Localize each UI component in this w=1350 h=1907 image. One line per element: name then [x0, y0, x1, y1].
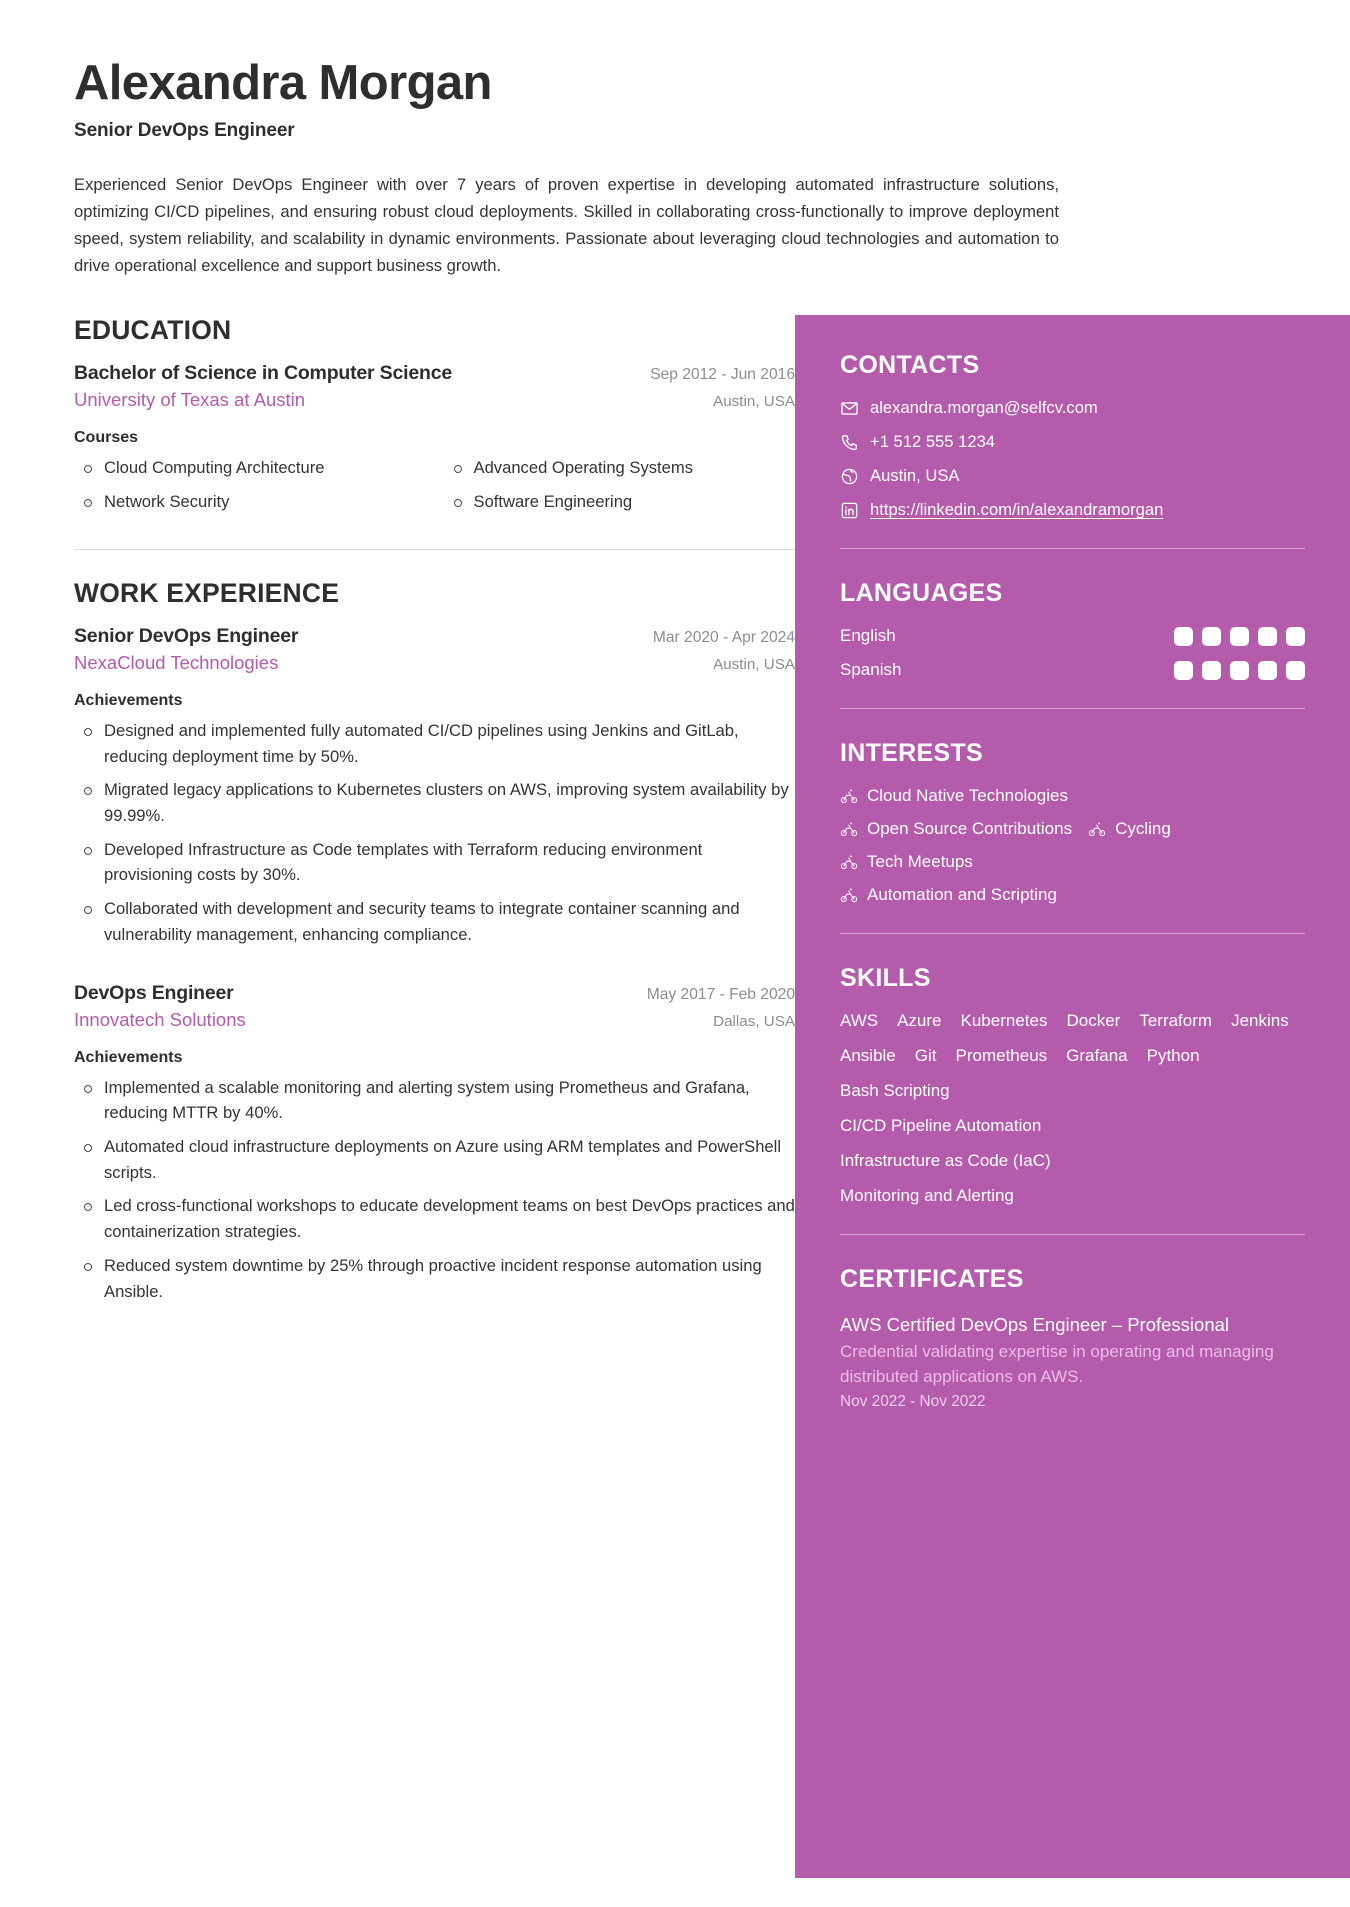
skill-tag: Azure [897, 1011, 942, 1031]
bicycle-icon [840, 787, 858, 805]
skills-section-title: SKILLS [840, 964, 931, 993]
skill-tag: Prometheus [955, 1046, 1048, 1066]
achievements-label: Achievements [74, 691, 183, 709]
skill-tag: AWS [840, 1011, 879, 1031]
work-entry-sub [74, 652, 795, 674]
contact-email-value: alexandra.morgan@selfcv.com [870, 398, 1098, 418]
main-column [0, 315, 795, 1312]
skills-section [840, 964, 1305, 1206]
list-item: Implemented a scalable monitoring and alerting system using Prometheus and Grafana, reducing MTTR by 40%. [74, 1075, 795, 1126]
contact-location [840, 466, 1305, 486]
work-section-title: WORK EXPERIENCE [74, 577, 340, 608]
education-date: Sep 2012 - Jun 2016 [650, 366, 795, 384]
certificate-description: Credential validating expertise in operating and managing distributed applications on AWS. [840, 1342, 1274, 1386]
skill-tag: Bash Scripting [840, 1081, 950, 1101]
interest-label: Automation and Scripting [867, 885, 1057, 905]
skill-tag: Ansible [840, 1046, 896, 1066]
work-date: Mar 2020 - Apr 2024 [652, 628, 795, 646]
skill-tag: Python [1146, 1046, 1200, 1066]
contact-location-value: Austin, USA [870, 466, 960, 486]
list-item: Reduced system downtime by 25% through proactive incident response automation using Ansible. [74, 1253, 795, 1304]
interest-item [840, 819, 1072, 839]
skill-tag: CI/CD Pipeline Automation [840, 1116, 1042, 1136]
education-entry-sub [74, 389, 795, 411]
list-item: Network Security [74, 489, 426, 515]
interest-item [840, 786, 1305, 806]
interest-label: Cycling [1115, 819, 1171, 839]
skill-tag: Git [914, 1046, 937, 1066]
certificates-section-title: CERTIFICATES [840, 1265, 1024, 1294]
education-section [74, 315, 795, 522]
work-company: Innovatech Solutions [74, 1008, 246, 1030]
certificates-section [840, 1265, 1305, 1410]
certificate-entry [840, 1312, 1305, 1410]
level-dot [1286, 661, 1305, 680]
skill-tag: Docker [1066, 1011, 1121, 1031]
list-item: Advanced Operating Systems [444, 455, 796, 481]
work-entry [74, 625, 795, 948]
education-school: University of Texas at Austin [74, 389, 306, 411]
list-item: Designed and implemented fully automated CI/CD pipelines using Jenkins and GitLab, reducing deployment time by 50%. [74, 718, 795, 769]
section-divider [74, 549, 795, 550]
bicycle-icon [840, 886, 858, 904]
work-job-title: DevOps Engineer [74, 981, 234, 1004]
bicycle-icon [840, 820, 858, 838]
contact-phone-value: +1 512 555 1234 [870, 432, 996, 452]
skill-tag: Grafana [1066, 1046, 1128, 1066]
interest-label: Tech Meetups [867, 852, 973, 872]
skills-list [840, 1011, 1305, 1206]
work-date: May 2017 - Feb 2020 [646, 985, 795, 1003]
interest-item [840, 885, 1305, 905]
interest-item [1088, 819, 1171, 839]
work-entry [74, 982, 795, 1305]
education-section-title: EDUCATION [74, 315, 232, 346]
list-item: Software Engineering [444, 489, 796, 515]
list-item: Collaborated with development and security teams to integrate container scanning and vulnerability management, enhancing compliance. [74, 896, 795, 947]
sidebar-divider [840, 708, 1305, 709]
level-dot [1174, 627, 1193, 646]
interest-label: Cloud Native Technologies [867, 786, 1068, 806]
envelope-icon [840, 399, 859, 418]
level-dot [1286, 627, 1305, 646]
contact-phone[interactable] [840, 432, 1305, 452]
bicycle-icon [840, 853, 858, 871]
sidebar-divider [840, 1234, 1305, 1235]
skill-tag: Monitoring and Alerting [840, 1186, 1014, 1206]
work-entry-head [74, 982, 795, 1005]
education-entry-head [74, 362, 795, 385]
list-item: Migrated legacy applications to Kubernetes clusters on AWS, improving system availability by 99.99%. [74, 777, 795, 828]
contacts-section-title: CONTACTS [840, 351, 980, 380]
linkedin-icon [840, 501, 859, 520]
skill-tag: Jenkins [1231, 1011, 1289, 1031]
contact-email[interactable] [840, 398, 1305, 418]
certificate-date: Nov 2022 - Nov 2022 [840, 1392, 986, 1410]
language-name: English [840, 626, 896, 646]
courses-label: Courses [74, 429, 139, 447]
language-name: Spanish [840, 660, 902, 680]
work-experience-section [74, 578, 795, 1305]
header-job-title: Senior DevOps Engineer [74, 119, 295, 141]
achievements-list [74, 718, 795, 948]
profile-summary: Experienced Senior DevOps Engineer with over 7 years of proven expertise in developing automated infrastructure solutions, optimizing CI/CD pipelines, and ensuring robust cloud deployments. Skilled in collaborating cross-functionally to improve deployment speed, system reliability, and scalability in dynamic environments. Passionate about leveraging cloud technologies and automation to drive operational excellence and support business growth. [74, 174, 1059, 275]
contact-linkedin-value[interactable]: https://linkedin.com/in/alexandramorgan [870, 500, 1164, 520]
level-dot [1174, 661, 1193, 680]
interests-list [840, 786, 1305, 905]
skill-tag: Kubernetes [960, 1011, 1048, 1031]
languages-section [840, 579, 1305, 680]
sidebar-divider [840, 933, 1305, 934]
work-location: Dallas, USA [713, 1012, 795, 1030]
page-title: Alexandra Morgan [74, 56, 492, 110]
language-row [840, 626, 1305, 646]
list-item: Led cross-functional workshops to educate development teams on best DevOps practices and containerization strategies. [74, 1193, 795, 1244]
certificate-name: AWS Certified DevOps Engineer – Professional [840, 1314, 1230, 1336]
globe-icon [840, 467, 859, 486]
list-item: Automated cloud infrastructure deployments on Azure using ARM templates and PowerShell scripts. [74, 1134, 795, 1185]
list-item: Cloud Computing Architecture [74, 455, 426, 481]
education-entry [74, 362, 795, 522]
work-company: NexaCloud Technologies [74, 651, 279, 673]
languages-section-title: LANGUAGES [840, 579, 1003, 608]
resume-body [0, 315, 1350, 1878]
level-dot [1202, 661, 1221, 680]
education-degree: Bachelor of Science in Computer Science [74, 362, 452, 385]
level-dot [1230, 661, 1249, 680]
work-job-title: Senior DevOps Engineer [74, 624, 299, 647]
bicycle-icon [1088, 820, 1106, 838]
level-dot [1230, 627, 1249, 646]
interests-section-title: INTERESTS [840, 739, 983, 768]
interests-section [840, 739, 1305, 905]
courses-list [74, 455, 795, 522]
skill-tag: Terraform [1139, 1011, 1213, 1031]
sidebar-divider [840, 548, 1305, 549]
phone-icon [840, 433, 859, 452]
language-level-meter [1174, 627, 1305, 646]
language-row [840, 660, 1305, 680]
contacts-section [840, 351, 1305, 520]
interest-item [840, 852, 1305, 872]
language-level-meter [1174, 661, 1305, 680]
sidebar [795, 315, 1350, 1878]
interest-label: Open Source Contributions [867, 819, 1073, 839]
contact-linkedin[interactable] [840, 500, 1305, 520]
work-entry-sub [74, 1009, 795, 1031]
achievements-list [74, 1075, 795, 1305]
education-location: Austin, USA [713, 393, 795, 411]
achievements-label: Achievements [74, 1048, 183, 1066]
list-item: Developed Infrastructure as Code templates with Terraform reducing environment provisioning costs by 30%. [74, 837, 795, 888]
skill-tag: Infrastructure as Code (IaC) [840, 1151, 1051, 1171]
level-dot [1202, 627, 1221, 646]
level-dot [1258, 627, 1277, 646]
resume-header [0, 0, 1350, 279]
work-entry-head [74, 625, 795, 648]
work-location: Austin, USA [713, 655, 795, 673]
level-dot [1258, 661, 1277, 680]
